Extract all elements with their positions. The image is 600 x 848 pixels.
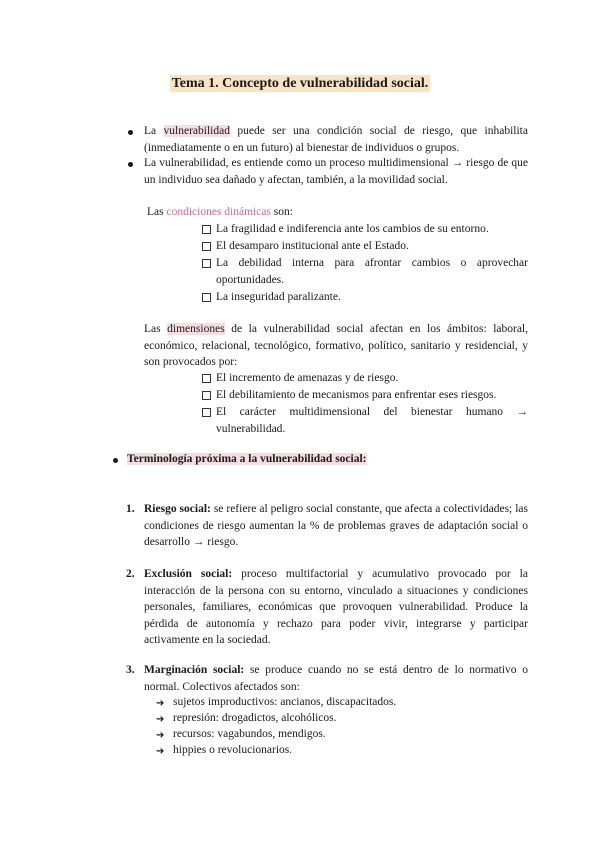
condition-item: El desamparo institucional ante el Estado. xyxy=(216,240,409,252)
checkbox-icon xyxy=(202,293,211,302)
page-title: Tema 1. Concepto de vulnerabilidad social. xyxy=(171,76,429,91)
term-label: Marginación social: xyxy=(144,664,245,676)
term-exclusion-social: Exclusión social: proceso multifactorial y acumulativo provocado por la interacción de la persona con su entorno, vinculado a situaciones y condiciones personales, familiares, económicas que provoquen vulnerabilidad. Produce la pérdida de autonomía y rechazo para poder vivir, integrarse y participar activamente en la sociedad. xyxy=(144,568,528,646)
term-marginacion-social: Marginación social: se produce cuando no se está dentro de lo normativo o normal. Colectivos afectados son: xyxy=(144,664,528,693)
terminology-heading: Terminología próxima a la vulnerabilidad social: xyxy=(127,453,367,465)
bullet-dot xyxy=(113,458,118,463)
marginacion-item: sujetos improductivos: ancianos, discapacitados. xyxy=(173,696,397,708)
arrow-icon: ➔ xyxy=(156,730,165,741)
conditions-intro: Las condiciones dinámicas son: xyxy=(147,206,293,218)
highlight-term: condiciones dinámicas xyxy=(166,206,271,218)
term-riesgo-social: Riesgo social: se refiere al peligro social constante, que afecta a colectividades; las condiciones de riesgo aumentan la % de problemas graves de adaptación social o desarrollo → riesgo. xyxy=(144,503,528,548)
term-label: Riesgo social: xyxy=(144,503,211,515)
term-number: 2. xyxy=(126,568,135,580)
highlight-term: vulnerabilidad xyxy=(163,125,230,137)
checkbox-icon xyxy=(202,242,211,251)
term-number: 1. xyxy=(126,503,135,515)
bullet-dot xyxy=(128,162,133,167)
checkbox-icon xyxy=(202,408,211,417)
arrow-icon: ➔ xyxy=(156,714,165,725)
term-label: Exclusión social: xyxy=(144,568,233,580)
arrow-icon: ➔ xyxy=(156,698,165,709)
condition-item: La inseguridad paralizante. xyxy=(216,291,341,303)
dimensions-intro: Las dimensiones de la vulnerabilidad social afectan en los ámbitos: laboral, económico, relacional, tecnológico, formativo, político, sanitario y residencial, y son provocados por: xyxy=(144,323,528,368)
checkbox-icon xyxy=(202,225,211,234)
dimension-item: El incremento de amenazas y de riesgo. xyxy=(216,372,399,384)
dimension-item: El carácter multidimensional del bienestar humano → vulnerabilidad. xyxy=(216,406,528,435)
arrow-icon: ➔ xyxy=(156,746,165,757)
term-number: 3. xyxy=(126,664,135,676)
checkbox-icon xyxy=(202,374,211,383)
checkbox-icon xyxy=(202,391,211,400)
marginacion-item: hippies o revolucionarios. xyxy=(173,744,293,756)
bullet-dot xyxy=(128,130,133,135)
condition-item: La debilidad interna para afrontar cambios o aprovechar oportunidades. xyxy=(216,257,528,286)
marginacion-item: represión: drogadictos, alcohólicos. xyxy=(173,712,337,724)
marginacion-item: recursos: vagabundos, mendigos. xyxy=(173,728,326,740)
intro-bullet-2: La vulnerabilidad, es entiende como un proceso multidimensional → riesgo de que un individuo sea dañado y afectan, también, a la movilidad social. xyxy=(144,157,528,186)
highlight-term: dimensiones xyxy=(167,323,225,335)
dimension-item: El debilitamiento de mecanismos para enfrentar eses riesgos. xyxy=(216,389,497,401)
condition-item: La fragilidad e indiferencia ante los cambios de su entorno. xyxy=(216,223,489,235)
checkbox-icon xyxy=(202,259,211,268)
intro-bullet-1: La vulnerabilidad puede ser una condición social de riesgo, que inhabilita (inmediatamente o en un futuro) al bienestar de individuos o grupos. xyxy=(144,125,528,154)
